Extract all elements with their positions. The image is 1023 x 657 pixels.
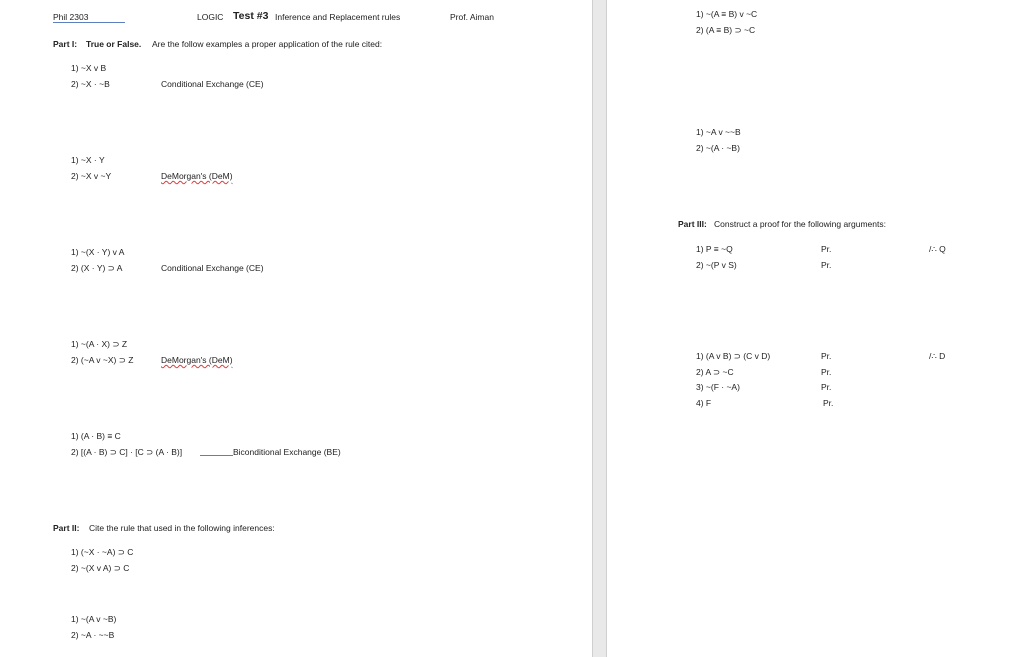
p2-item4-line1: 1) ~A v ~~B bbox=[696, 127, 741, 137]
proof1-line1: 1) P ≡ ~Q bbox=[696, 244, 733, 254]
p1-item3-rule: Conditional Exchange (CE) bbox=[161, 263, 264, 273]
proof2-conclusion: /∴ D bbox=[929, 351, 946, 361]
proof1-just1: Pr. bbox=[821, 244, 832, 254]
p1-item1-rule: Conditional Exchange (CE) bbox=[161, 79, 264, 89]
proof2-line3: 3) ~(F · ~A) bbox=[696, 382, 740, 392]
proof2-line1: 1) (A v B) ⊃ (C v D) bbox=[696, 351, 771, 361]
p2-item4-line2: 2) ~(A · ~B) bbox=[696, 143, 740, 153]
part1-instructions: Are the follow examples a proper application of the rule cited: bbox=[152, 39, 383, 49]
part1-label2: True or False. bbox=[86, 39, 142, 49]
part3-label: Part III: bbox=[678, 219, 707, 229]
test-subtitle: Inference and Replacement rules bbox=[275, 12, 401, 22]
proof1-line2: 2) ~(P v S) bbox=[696, 260, 737, 270]
p1-item4-line1: 1) ~(A · X) ⊃ Z bbox=[71, 339, 128, 349]
logic-label: LOGIC bbox=[197, 12, 224, 22]
answer-blank-line bbox=[200, 455, 233, 456]
p2-item2-line2: 2) ~A · ~~B bbox=[71, 630, 115, 640]
p1-item3-line1: 1) ~(X · Y) v A bbox=[71, 247, 125, 257]
proof1-just2: Pr. bbox=[821, 260, 832, 270]
p2-item2-line1: 1) ~(A v ~B) bbox=[71, 614, 117, 624]
proof1-conclusion: /∴ Q bbox=[929, 244, 946, 254]
p1-item5-line2: 2) [(A · B) ⊃ C] · [C ⊃ (A · B)] bbox=[71, 447, 183, 457]
p2-item3-line2: 2) (A ≡ B) ⊃ ~C bbox=[696, 25, 756, 35]
professor-name: Prof. Aiman bbox=[450, 12, 494, 22]
test-title: Test #3 bbox=[233, 10, 269, 22]
proof2-line4: 4) F bbox=[696, 398, 712, 408]
proof2-just3: Pr. bbox=[821, 382, 832, 392]
p2-item3-line1: 1) ~(A ≡ B) v ~C bbox=[696, 9, 758, 19]
p1-item5-rule: Biconditional Exchange (BE) bbox=[233, 447, 341, 457]
p1-item1-line2: 2) ~X · ~B bbox=[71, 79, 110, 89]
p1-item2-line1: 1) ~X · Y bbox=[71, 155, 105, 165]
course-label: Phil 2303 bbox=[53, 12, 125, 23]
proof2-just1: Pr. bbox=[821, 351, 832, 361]
p2-item1-line1: 1) (~X · ~A) ⊃ C bbox=[71, 547, 134, 557]
part2-instructions: Cite the rule that used in the following inferences: bbox=[89, 523, 275, 533]
right-page bbox=[607, 0, 1023, 657]
p1-item3-line2: 2) (X · Y) ⊃ A bbox=[71, 263, 123, 273]
p1-item2-rule: DeMorgan's (DeM) bbox=[161, 171, 233, 181]
page-gutter bbox=[592, 0, 607, 657]
p1-item4-rule: DeMorgan's (DeM) bbox=[161, 355, 233, 365]
p1-item4-line2: 2) (~A v ~X) ⊃ Z bbox=[71, 355, 134, 365]
proof2-just4: Pr. bbox=[823, 398, 834, 408]
p1-item2-line2: 2) ~X v ~Y bbox=[71, 171, 112, 181]
proof2-line2: 2) A ⊃ ~C bbox=[696, 367, 734, 377]
p2-item1-line2: 2) ~(X v A) ⊃ C bbox=[71, 563, 130, 573]
part2-label: Part II: bbox=[53, 523, 80, 533]
part3-instructions: Construct a proof for the following arguments: bbox=[714, 219, 886, 229]
part1-label: Part I: bbox=[53, 39, 78, 49]
p1-item1-line1: 1) ~X v B bbox=[71, 63, 107, 73]
proof2-just2: Pr. bbox=[821, 367, 832, 377]
p1-item5-line1: 1) (A · B) ≡ C bbox=[71, 431, 121, 441]
